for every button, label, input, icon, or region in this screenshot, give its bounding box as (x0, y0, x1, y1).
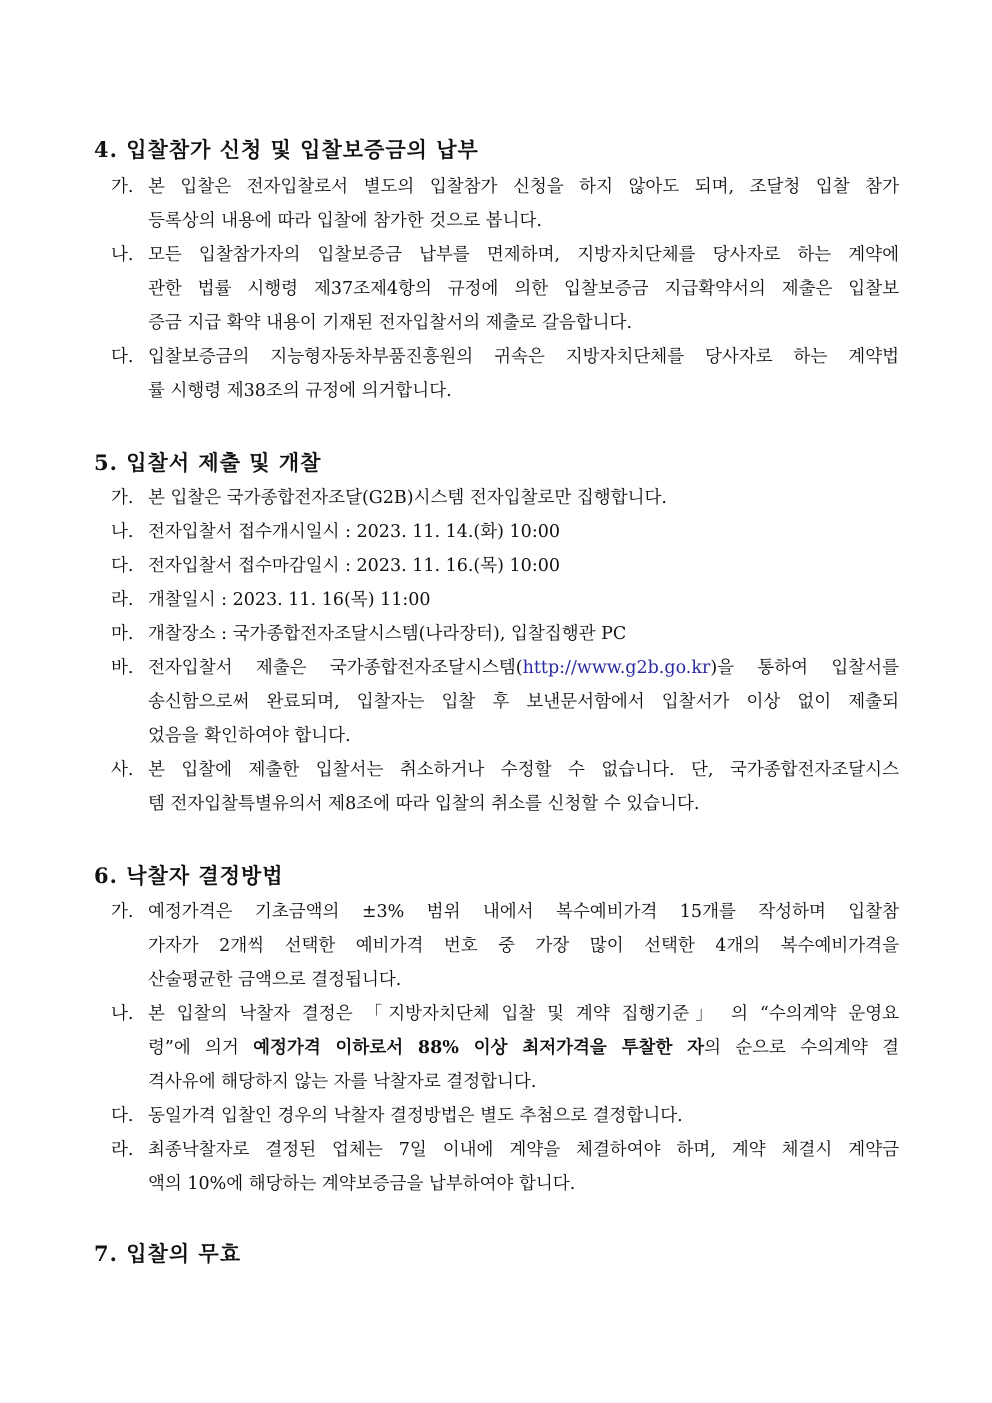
item-line (148, 651, 899, 685)
section-6-item-ga (111, 895, 899, 997)
section-6-item-na (111, 997, 899, 1099)
item-marker: 마. (111, 624, 134, 644)
item-marker: 가. (111, 177, 134, 197)
section-number: 6. (94, 863, 118, 888)
item-line: 률 시행령 제38조의 규정에 의거합니다. (148, 381, 452, 401)
section-6-item-da (111, 1099, 899, 1133)
section-4-item-ga (111, 170, 899, 238)
section-title-text: 낙찰자 결정방법 (126, 863, 284, 888)
bold-emphasis: 예정가격 이하로서 88% 이상 최저가격을 투찰한 자 (253, 1038, 705, 1058)
item-marker: 라. (111, 1140, 134, 1160)
section-number: 7. (94, 1241, 118, 1266)
item-marker: 다. (111, 347, 134, 367)
section-5-item-ma (111, 617, 899, 651)
item-line: 본 입찰은 전자입찰로서 별도의 입찰참가 신청을 하지 않아도 되며, 조달청 입찰 참가 (148, 177, 899, 197)
item-line: 전자입찰서 접수마감일시 : 2023. 11. 16.(목) 10:00 (148, 556, 560, 576)
section-number: 4. (94, 137, 118, 162)
item-line: 예정가격은 기초금액의 ±3% 범위 내에서 복수예비가격 15개를 작성하며 입찰참 (148, 902, 899, 922)
section-4-item-na (111, 238, 899, 340)
item-line: 등록상의 내용에 따라 입찰에 참가한 것으로 봅니다. (148, 211, 542, 231)
item-line: 관한 법률 시행령 제37조제4항의 규정에 의한 입찰보증금 지급확약서의 제출은 입찰보 (148, 279, 899, 299)
item-marker: 가. (111, 488, 134, 508)
item-line: 액의 10%에 해당하는 계약보증금을 납부하여야 합니다. (148, 1174, 576, 1194)
item-line: 증금 지급 확약 내용이 기재된 전자입찰서의 제출로 갈음합니다. (148, 313, 633, 333)
item-marker: 나. (111, 245, 134, 265)
section-number: 5. (94, 450, 118, 475)
item-marker: 다. (111, 556, 134, 576)
item-line: 전자입찰서 접수개시일시 : 2023. 11. 14.(화) 10:00 (148, 522, 560, 542)
item-line: 본 입찰의 낙찰자 결정은 「지방자치단체 입찰 및 계약 집행기준」 의 “수의계약 운영요 (148, 1004, 899, 1024)
item-marker: 사. (111, 760, 134, 780)
section-5-item-na (111, 515, 899, 549)
section-5-item-ba (111, 651, 899, 753)
item-line: 개찰장소 : 국가종합전자조달시스템(나라장터), 입찰집행관 PC (148, 624, 627, 644)
g2b-url-link[interactable]: http://www.g2b.go.kr (522, 658, 711, 678)
item-line: 송신함으로써 완료되며, 입찰자는 입찰 후 보낸문서함에서 입찰서가 이상 없이 제출되 (148, 692, 899, 712)
item-line: 본 입찰은 국가종합전자조달(G2B)시스템 전자입찰로만 집행합니다. (148, 488, 667, 508)
item-line: 격사유에 해당하지 않는 자를 낙찰자로 결정합니다. (148, 1072, 537, 1092)
item-line: 산술평균한 금액으로 결정됩니다. (148, 970, 402, 990)
text-run: )을 통하여 입찰서를 (710, 658, 899, 678)
item-marker: 가. (111, 902, 134, 922)
item-marker: 나. (111, 1004, 134, 1024)
item-line: 개찰일시 : 2023. 11. 16(목) 11:00 (148, 590, 431, 610)
item-line: 었음을 확인하여야 합니다. (148, 726, 351, 746)
section-5-item-ga (111, 481, 899, 515)
section-4-title (94, 134, 479, 164)
item-marker: 나. (111, 522, 134, 542)
section-6-title (94, 860, 284, 890)
section-7-title (94, 1238, 241, 1268)
item-marker: 바. (111, 658, 134, 678)
section-title-text: 입찰의 무효 (126, 1241, 241, 1266)
section-5-item-ra (111, 583, 899, 617)
text-run: 전자입찰서 제출은 국가종합전자조달시스템( (148, 658, 523, 678)
item-line: 모든 입찰참가자의 입찰보증금 납부를 면제하며, 지방자치단체를 당사자로 하는 계약에 (148, 245, 899, 265)
section-title-text: 입찰서 제출 및 개찰 (126, 450, 322, 475)
item-marker: 라. (111, 590, 134, 610)
section-4-item-da (111, 340, 899, 408)
section-5-item-da (111, 549, 899, 583)
section-5-title (94, 447, 321, 477)
item-marker: 다. (111, 1106, 134, 1126)
item-line: 가자가 2개씩 선택한 예비가격 번호 중 가장 많이 선택한 4개의 복수예비가격을 (148, 936, 899, 956)
text-run: 령”에 의거 (148, 1038, 254, 1058)
item-line: 동일가격 입찰인 경우의 낙찰자 결정방법은 별도 추첨으로 결정합니다. (148, 1106, 683, 1126)
section-6-item-ra (111, 1133, 899, 1201)
item-line: 입찰보증금의 지능형자동차부품진흥원의 귀속은 지방자치단체를 당사자로 하는 계약법 (148, 347, 899, 367)
item-line: 본 입찰에 제출한 입찰서는 취소하거나 수정할 수 없습니다. 단, 국가종합전자조달시스 (148, 760, 899, 780)
item-line (148, 1031, 899, 1065)
section-5-item-sa (111, 753, 899, 821)
text-run: 의 순으로 수의계약 결 (704, 1038, 900, 1058)
item-line: 템 전자입찰특별유의서 제8조에 따라 입찰의 취소를 신청할 수 있습니다. (148, 794, 700, 814)
item-line: 최종낙찰자로 결정된 업체는 7일 이내에 계약을 체결하여야 하며, 계약 체결시 계약금 (148, 1140, 899, 1160)
section-title-text: 입찰참가 신청 및 입찰보증금의 납부 (126, 137, 479, 162)
